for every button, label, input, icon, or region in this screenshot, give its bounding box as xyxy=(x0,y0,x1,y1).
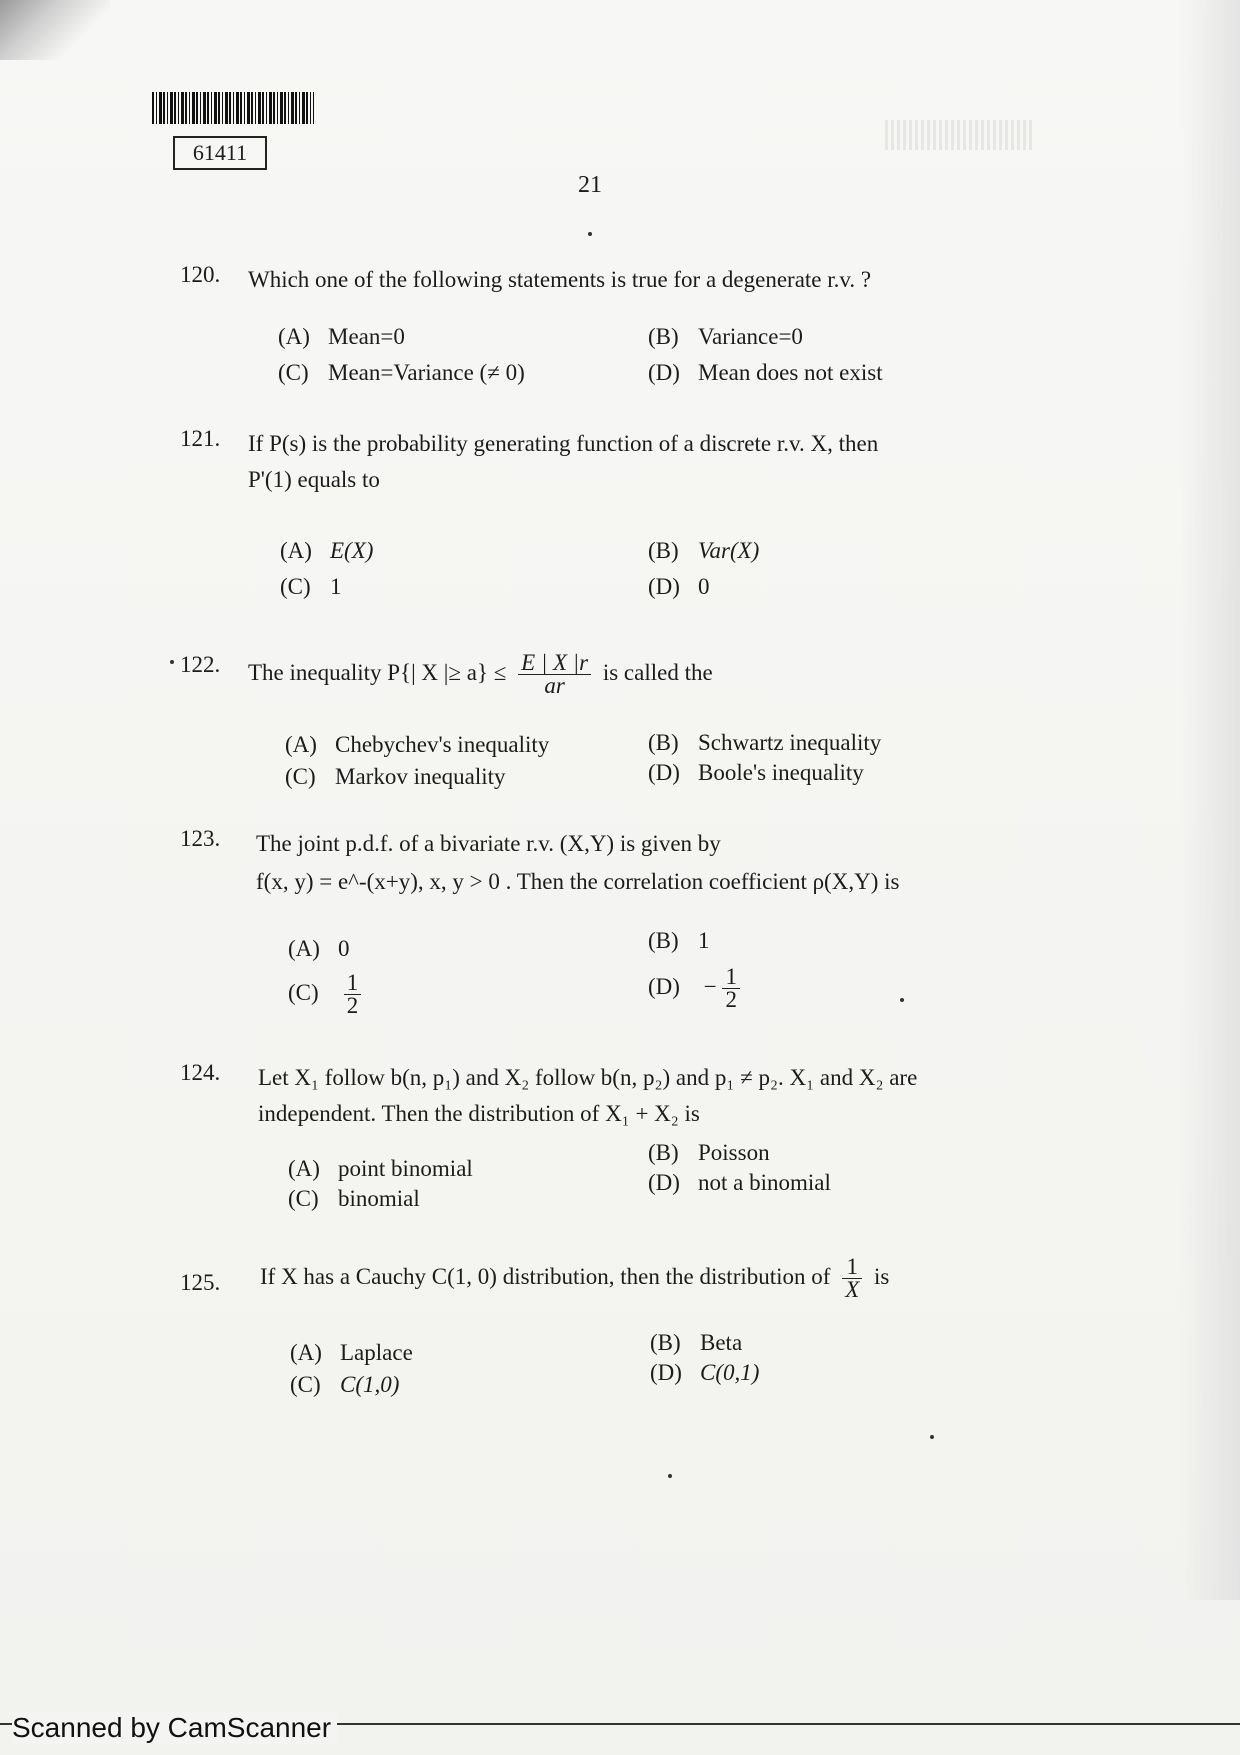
scanner-watermark: Scanned by CamScanner xyxy=(12,1712,337,1744)
option-c xyxy=(290,1372,399,1398)
option-label: (D) xyxy=(648,574,680,599)
option-sign: − xyxy=(703,973,717,999)
option-label: (A) xyxy=(288,1156,320,1181)
option-a xyxy=(278,324,405,350)
option-d xyxy=(650,1360,759,1386)
option-label: (B) xyxy=(648,324,679,349)
option-text: E(X) xyxy=(330,538,374,563)
faint-stamp xyxy=(885,120,1035,150)
option-d xyxy=(648,574,710,600)
fraction-numerator: 1 xyxy=(842,1256,862,1279)
option-a xyxy=(285,732,549,758)
page-edge-shadow xyxy=(1180,0,1240,1600)
option-text: C(0,1) xyxy=(700,1360,760,1385)
option-c xyxy=(285,764,506,790)
question-text-line2: f(x, y) = e^-(x+y), x, y > 0 . Then the correlation coefficient ρ(X,Y) is xyxy=(256,869,900,894)
option-label: (C) xyxy=(278,360,309,385)
question-text-suffix: is xyxy=(874,1263,890,1289)
question-text-prefix: If X has a Cauchy C(1, 0) distribution, then the distribution of xyxy=(260,1263,831,1289)
option-d xyxy=(648,966,740,1011)
option-text: 1 xyxy=(330,574,342,599)
question-number: 121. xyxy=(180,426,221,451)
option-c xyxy=(288,972,361,1017)
option-c xyxy=(280,574,342,600)
option-label: (A) xyxy=(278,324,310,349)
option-d xyxy=(648,760,864,786)
option-label: (A) xyxy=(288,936,320,961)
option-a xyxy=(288,1156,473,1182)
option-label: (D) xyxy=(650,1360,682,1385)
speck xyxy=(900,998,904,1002)
option-text: 0 xyxy=(338,936,350,961)
option-label: (A) xyxy=(285,732,317,757)
option-b xyxy=(648,324,803,350)
option-text: C(1,0) xyxy=(340,1372,400,1397)
option-text: Laplace xyxy=(340,1340,413,1365)
option-fraction xyxy=(344,972,362,1017)
option-label: (B) xyxy=(648,928,679,953)
option-text: 0 xyxy=(698,574,710,599)
question-text-line1: The joint p.d.f. of a bivariate r.v. (X,Y) is given by xyxy=(256,831,721,856)
question-number: 125. xyxy=(180,1270,221,1295)
option-text: 1 xyxy=(698,928,710,953)
option-a xyxy=(280,538,373,564)
option-c xyxy=(288,1186,420,1212)
inequality-fraction xyxy=(518,652,591,697)
option-label: (D) xyxy=(648,360,680,385)
question-text-prefix: The inequality P{| X |≥ a} ≤ xyxy=(248,659,507,685)
question-text-line2: P'(1) equals to xyxy=(248,467,380,492)
option-fraction xyxy=(722,966,740,1011)
option-label: (A) xyxy=(280,538,312,563)
option-text: Mean does not exist xyxy=(698,360,883,385)
option-label: (C) xyxy=(285,764,316,789)
speck xyxy=(930,1435,934,1439)
option-b xyxy=(648,538,759,564)
question-text-line1: Let X₁ follow b(n, p₁) and X₂ follow b(n, p₂) and p₁ ≠ p₂. X₁ and X₂ are xyxy=(258,1065,918,1090)
option-text: Boole's inequality xyxy=(698,760,864,785)
question-text-line1: If P(s) is the probability generating function of a discrete r.v. X, then xyxy=(248,431,879,456)
speck xyxy=(668,1474,672,1478)
fraction-numerator: 1 xyxy=(722,966,740,989)
reciprocal-fraction xyxy=(842,1256,862,1301)
option-text: Variance=0 xyxy=(698,324,803,349)
option-label: (C) xyxy=(288,1186,319,1211)
option-label: (B) xyxy=(648,730,679,755)
question-number: 123. xyxy=(180,826,221,851)
fraction-numerator: 1 xyxy=(344,972,362,995)
option-label: (C) xyxy=(290,1372,321,1397)
option-text: point binomial xyxy=(338,1156,473,1181)
option-d xyxy=(648,1170,831,1196)
option-b xyxy=(648,1140,770,1166)
option-label: (B) xyxy=(648,1140,679,1165)
option-text: Mean=Variance (≠ 0) xyxy=(328,360,525,385)
option-label: (D) xyxy=(648,1170,680,1195)
question-number: 124. xyxy=(180,1060,221,1085)
page-number: 21 xyxy=(578,172,602,198)
option-text: binomial xyxy=(338,1186,420,1211)
option-a xyxy=(290,1340,413,1366)
option-b xyxy=(648,928,710,954)
page-corner-shadow xyxy=(0,0,110,60)
fraction-denominator: 2 xyxy=(725,987,737,1012)
option-text: Var(X) xyxy=(698,538,760,563)
option-label: (B) xyxy=(648,538,679,563)
option-text: Poisson xyxy=(698,1140,770,1165)
option-text: Beta xyxy=(700,1330,743,1355)
option-label: (A) xyxy=(290,1340,322,1365)
option-label: (B) xyxy=(650,1330,681,1355)
option-text: Markov inequality xyxy=(335,764,506,789)
option-c xyxy=(278,360,525,386)
option-text: Chebychev's inequality xyxy=(335,732,550,757)
option-text: Mean=0 xyxy=(328,324,405,349)
option-text: Schwartz inequality xyxy=(698,730,882,755)
fraction-denominator: ar xyxy=(544,673,565,698)
fraction-denominator: X xyxy=(845,1277,860,1302)
option-label: (D) xyxy=(648,760,680,785)
question-text xyxy=(260,1256,1060,1301)
option-label: (D) xyxy=(648,973,680,999)
option-text: not a binomial xyxy=(698,1170,831,1195)
option-a xyxy=(288,936,350,962)
barcode xyxy=(152,92,314,124)
fraction-numerator: E | X |r xyxy=(518,652,591,675)
fraction-denominator: 2 xyxy=(346,993,359,1018)
option-label: (C) xyxy=(280,574,311,599)
speck xyxy=(588,232,592,236)
question-text-line2: independent. Then the distribution of X₁ + X₂ is xyxy=(258,1101,700,1126)
question-number: 120. xyxy=(180,262,221,287)
question-text: Which one of the following statements is true for a degenerate r.v. ? xyxy=(248,267,872,292)
option-label: (C) xyxy=(288,979,319,1005)
option-b xyxy=(648,730,881,756)
option-b xyxy=(650,1330,742,1356)
speck xyxy=(170,660,174,664)
option-d xyxy=(648,360,883,386)
question-text-suffix: is called the xyxy=(602,659,713,685)
paper-code: 61411 xyxy=(173,136,267,170)
question-text xyxy=(248,652,1048,697)
question-number: 122. xyxy=(180,652,221,677)
